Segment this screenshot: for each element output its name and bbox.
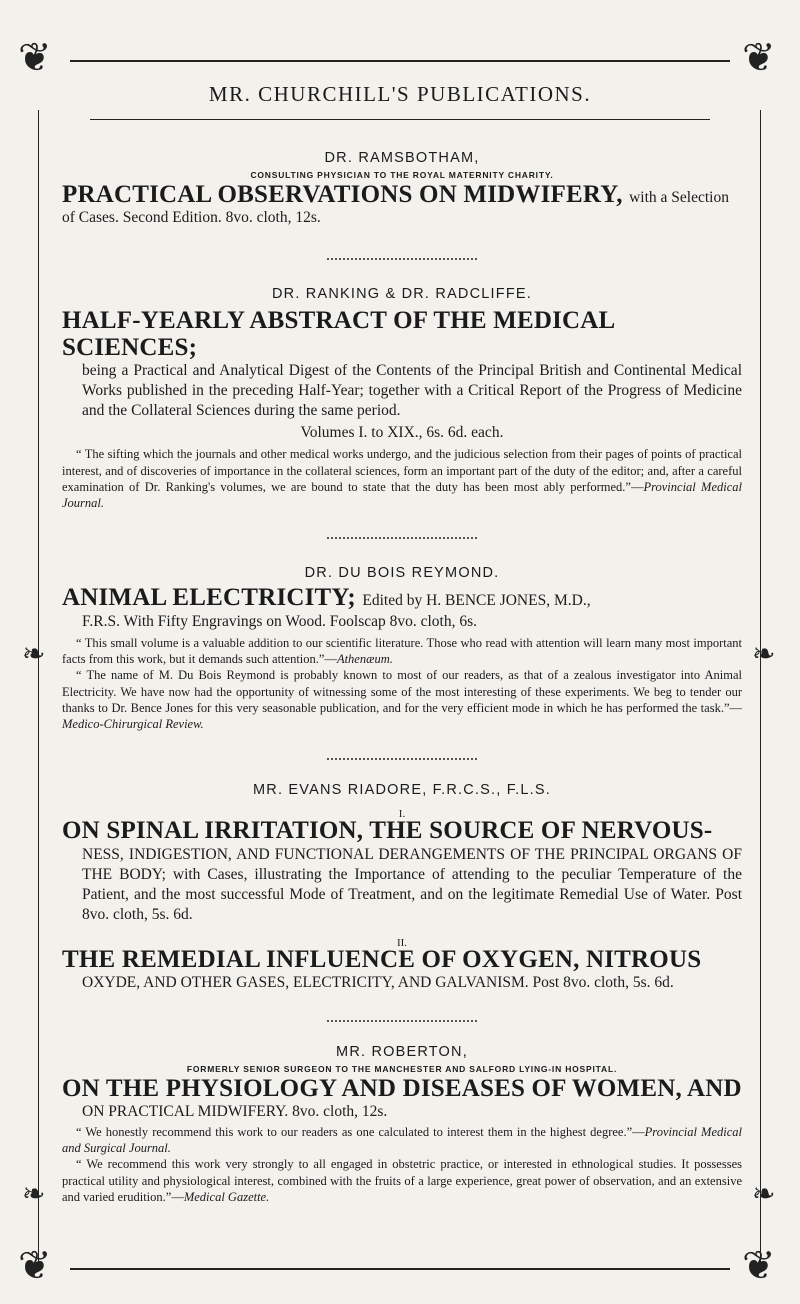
top-right-flourish-icon: ❦: [742, 35, 776, 81]
entry-details: being a Practical and Analytical Digest of the Contents of the Principal British and Continental Medical Works published in the preceding Half-Year; together with a Critical Report of the Progress of Medicine and the Collateral Sciences during the same period.: [82, 361, 742, 420]
entry-ranking: [62, 286, 742, 511]
right-ornament-lower-icon: ❧: [752, 1177, 776, 1210]
entry-author: DR. RANKING & DR. RADCLIFFE.: [272, 286, 532, 303]
review-source: Medical Gazette.: [183, 1189, 270, 1204]
entry-ramsbotham: [62, 150, 742, 228]
entry-review: [62, 1124, 742, 1157]
entry-author: DR. RAMSBOTHAM,: [324, 150, 480, 166]
entry-title-text: ANIMAL ELECTRICITY;: [62, 584, 356, 612]
section-divider: [327, 250, 477, 260]
review-text: “ The name of M. Du Bois Reymond is probably known to most of our readers, as that of a zealous investigator into Animal Electricity. We have now had the opportunity of witnessing some of the most interesting of these experiments. We beg to tender our thanks to Dr. Bence Jones for this very seasonable publication, and for the very efficient mode in which he has performed the task.”—: [62, 668, 742, 715]
header-underline-rule: [90, 119, 710, 120]
right-border-rule: [760, 110, 761, 1270]
entry-title: HALF-YEARLY ABSTRACT OF THE MEDICAL SCIENCES;: [62, 307, 615, 361]
entry-author: DR. DU BOIS REYMOND.: [304, 565, 500, 582]
entry-number: II.: [396, 937, 408, 950]
left-border-rule: [38, 110, 39, 1270]
entry-title-text: PRACTICAL OBSERVATIONS ON MIDWIFERY,: [62, 181, 623, 208]
review-source: Provincial Medical Journal.: [62, 479, 742, 511]
entry-number: I.: [398, 808, 406, 821]
section-divider: [327, 1012, 477, 1022]
bottom-border-rule: [70, 1268, 730, 1270]
entry-title: [62, 585, 742, 611]
entry-title: THE REMEDIAL INFLUENCE OF OXYGEN, NITROUS: [62, 946, 702, 974]
entry-review: [62, 635, 742, 668]
entry-details: ON PRACTICAL MIDWIFERY. 8vo. cloth, 12s.: [82, 1102, 388, 1120]
entry-review: [62, 446, 742, 511]
entry-title: [62, 182, 742, 208]
entry-title: ON THE PHYSIOLOGY AND DISEASES OF WOMEN, AND: [62, 1074, 742, 1102]
entry-title-rest: Edited by H. BENCE JONES, M.D.,: [362, 592, 591, 610]
entry-details: of Cases. Second Edition. 8vo. cloth, 12s.: [62, 209, 321, 227]
left-ornament-icon: ❧: [22, 637, 46, 670]
entry-review: [62, 667, 742, 732]
left-ornament-lower-icon: ❧: [22, 1177, 46, 1210]
review-text: “ This small volume is a valuable addition to our scientific literature. Those who read with attention will learn many most important facts from this work, but it demands such attention.”—: [62, 635, 742, 667]
review-text: “ The sifting which the journals and other medical works undergo, and the judicious selection from their pages of points of practical interest, and of discoveries of importance in the collateral sciences, form an important part of the duty of the editor; and, after a careful examination of Dr. Ranking's volumes, we are bound to state that the duty has been most ably performed.”—: [62, 447, 742, 494]
section-divider: [327, 529, 477, 539]
entry-roberton: [62, 1044, 742, 1206]
right-ornament-icon: ❧: [752, 637, 776, 670]
review-text: “ We recommend this work very strongly to all engaged in obstetric practice, or interested in ethnological studies. It possesses practical utility and physiological interest, combined with the fruits of a large experience, great power of observation, and an extensive and varied erudition.”—: [62, 1157, 742, 1204]
entry-subauthor: CONSULTING PHYSICIAN TO THE ROYAL MATERNITY CHARITY.: [250, 170, 554, 180]
review-source: Medico-Chirurgical Review.: [62, 717, 204, 732]
bottom-right-flourish-icon: ❦: [742, 1243, 776, 1289]
entry-riadore: [62, 782, 742, 993]
page-header: MR. CHURCHILL'S PUBLICATIONS.: [208, 82, 592, 106]
entry-details: NESS, INDIGESTION, AND FUNCTIONAL DERANGEMENTS OF THE PRINCIPAL ORGANS OF THE BODY; with Cases, illustrating the Importance of attending to the peculiar Temperature of the Patient, and the most successful Mode of Treatment, and on the legitimate Remedial Use of Water. Post 8vo. cloth, 5s. 6d.: [82, 845, 742, 924]
section-divider: [327, 750, 477, 760]
catalogue-content: [62, 150, 742, 1205]
entry-volumes: Volumes I. to XIX., 6s. 6d. each.: [300, 424, 504, 442]
review-source: Athenæum.: [336, 652, 393, 667]
entry-details: OXYDE, AND OTHER GASES, ELECTRICITY, AND GALVANISM. Post 8vo. cloth, 5s. 6d.: [82, 974, 674, 992]
bottom-left-flourish-icon: ❦: [18, 1243, 52, 1289]
top-left-flourish-icon: ❦: [18, 35, 52, 81]
review-source: Provincial Medical and Surgical Journal.: [62, 1124, 742, 1156]
review-text: “ We honestly recommend this work to our readers as one calculated to interest them in the highest degree.”—: [76, 1124, 645, 1139]
entry-title: ON SPINAL IRRITATION, THE SOURCE OF NERVOUS-: [62, 817, 713, 845]
entry-review: [62, 1156, 742, 1205]
entry-author: MR. EVANS RIADORE, F.R.C.S., F.L.S.: [253, 782, 551, 799]
entry-author: MR. ROBERTON,: [336, 1043, 468, 1060]
entry-subauthor: FORMERLY SENIOR SURGEON TO THE MANCHESTER AND SALFORD LYING-IN HOSPITAL.: [186, 1063, 618, 1074]
entry-du-bois-reymond: [62, 565, 742, 732]
top-border-rule: [70, 60, 730, 62]
entry-details: F.R.S. With Fifty Engravings on Wood. Foolscap 8vo. cloth, 6s.: [82, 612, 478, 630]
entry-title-rest: with a Selection: [629, 189, 729, 206]
